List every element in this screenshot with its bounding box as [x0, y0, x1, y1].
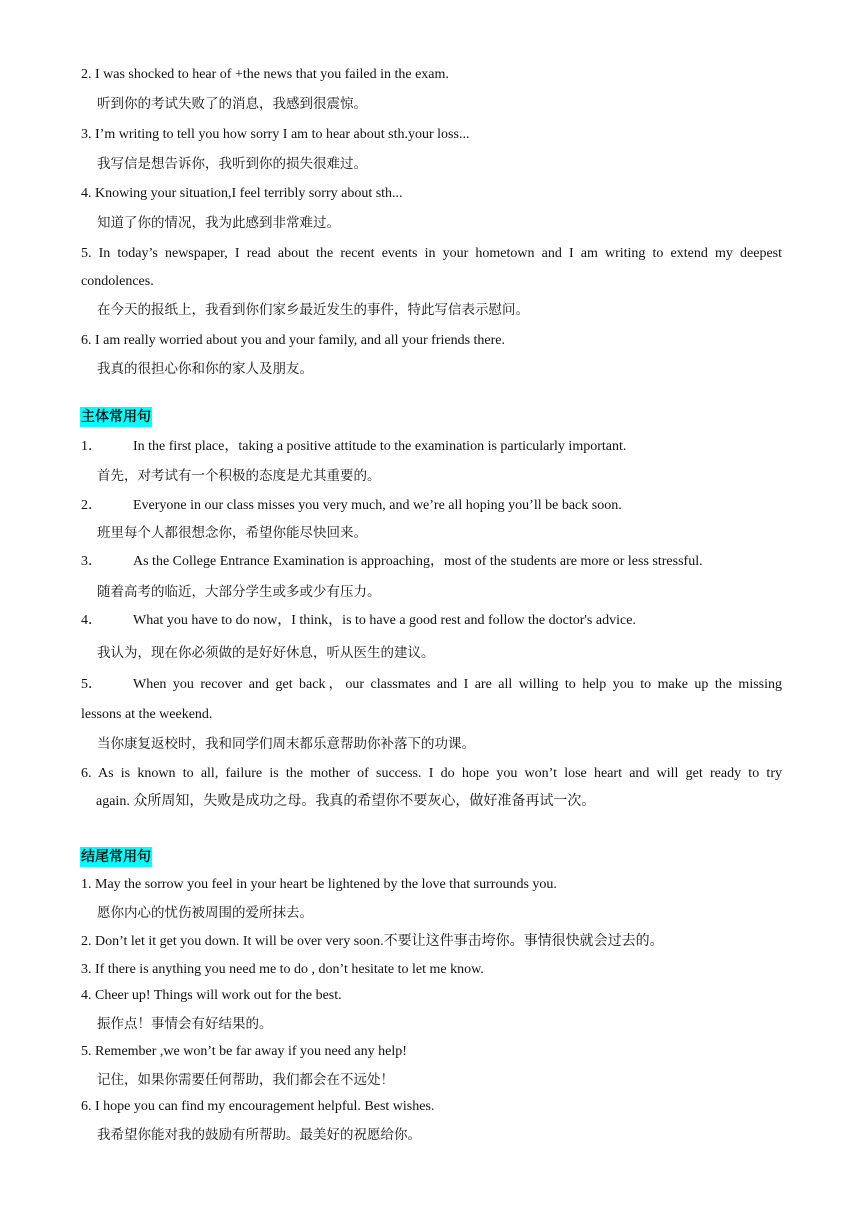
body-item-6-en-line2: again. 众所周知，失败是成功之母。我真的希望你不要灰心，做好准备再试一次。	[96, 794, 596, 809]
opening-item-6-zh: 我真的很担心你和你的家人及朋友。	[97, 361, 313, 377]
body-item-4-zh: 我认为，现在你必须做的是好好休息，听从医生的建议。	[97, 645, 435, 661]
body-item-3-number: 3．	[81, 554, 102, 569]
body-item-3-en: As the College Entrance Examination is approaching，most of the students are more or less stressful.	[133, 554, 703, 569]
closing-item-1-zh: 愿你内心的忧伤被周围的爱所抹去。	[97, 905, 313, 921]
body-item-2-en: Everyone in our class misses you very much, and we’re all hoping you’ll be back soon.	[133, 498, 622, 513]
body-item-3-zh: 随着高考的临近，大部分学生或多或少有压力。	[97, 584, 381, 600]
opening-item-3-en: 3. I’m writing to tell you how sorry I am to hear about sth.your loss...	[81, 127, 470, 142]
opening-item-5-en-line1: 5. In today’s newspaper, I read about the recent events in your hometown and I am writing to extend my deepest	[81, 246, 782, 261]
opening-item-5-en-line2: condolences.	[81, 274, 154, 289]
closing-item-5-zh: 记住，如果你需要任何帮助，我们都会在不远处！	[97, 1072, 394, 1088]
opening-item-3-zh: 我写信是想告诉你，我听到你的损失很难过。	[97, 156, 367, 172]
body-item-2-number: 2．	[81, 498, 102, 513]
closing-item-3-en: 3. If there is anything you need me to do , don’t hesitate to let me know.	[81, 962, 484, 977]
body-item-5-en-line1: When you recover and get back，our classmates and I are all willing to help you to make up the missing	[133, 677, 782, 692]
closing-item-4-zh: 振作点！事情会有好结果的。	[97, 1016, 273, 1032]
body-item-5-number: 5．	[81, 677, 102, 692]
closing-item-6-en: 6. I hope you can find my encouragement helpful. Best wishes.	[81, 1099, 435, 1114]
opening-item-6-en: 6. I am really worried about you and your family, and all your friends there.	[81, 333, 506, 348]
body-item-1-en: In the first place，taking a positive attitude to the examination is particularly important.	[133, 439, 627, 454]
opening-item-4-zh: 知道了你的情况，我为此感到非常难过。	[97, 215, 340, 231]
closing-item-2-en: 2. Don’t let it get you down. It will be over very soon.不要让这件事击垮你。事情很快就会过去的。	[81, 934, 664, 949]
body-item-4-number: 4．	[81, 613, 102, 628]
body-item-6-number: 6.	[81, 766, 92, 781]
opening-item-5-zh: 在今天的报纸上，我看到你们家乡最近发生的事件，特此写信表示慰问。	[97, 302, 529, 318]
body-item-1-number: 1．	[81, 439, 102, 454]
closing-item-5-en: 5. Remember ,we won’t be far away if you need any help!	[81, 1044, 407, 1059]
section-heading-body: 主体常用句	[81, 409, 151, 425]
body-item-5-zh: 当你康复返校时，我和同学们周末都乐意帮助你补落下的功课。	[97, 736, 475, 752]
body-item-1-zh: 首先，对考试有一个积极的态度是尤其重要的。	[97, 468, 381, 484]
closing-item-6-zh: 我希望你能对我的鼓励有所帮助。最美好的祝愿给你。	[97, 1127, 421, 1143]
section-heading-closing: 结尾常用句	[81, 849, 151, 865]
closing-item-4-en: 4. Cheer up! Things will work out for the best.	[81, 988, 342, 1003]
opening-item-2-zh: 听到你的考试失败了的消息，我感到很震惊。	[97, 96, 367, 112]
body-item-6-en-line1: As is known to all, failure is the mother of success. I do hope you won’t lose heart and will get ready to try	[98, 766, 782, 781]
body-item-2-zh: 班里每个人都很想念你，希望你能尽快回来。	[97, 525, 367, 541]
opening-item-2-en: 2. I was shocked to hear of +the news that you failed in the exam.	[81, 67, 449, 82]
body-item-4-en: What you have to do now，I think，is to have a good rest and follow the doctor's advice.	[133, 613, 636, 628]
body-item-5-en-line2: lessons at the weekend.	[81, 707, 213, 722]
closing-item-1-en: 1. May the sorrow you feel in your heart be lightened by the love that surrounds you.	[81, 877, 557, 892]
opening-item-4-en: 4. Knowing your situation,I feel terribly sorry about sth...	[81, 186, 403, 201]
